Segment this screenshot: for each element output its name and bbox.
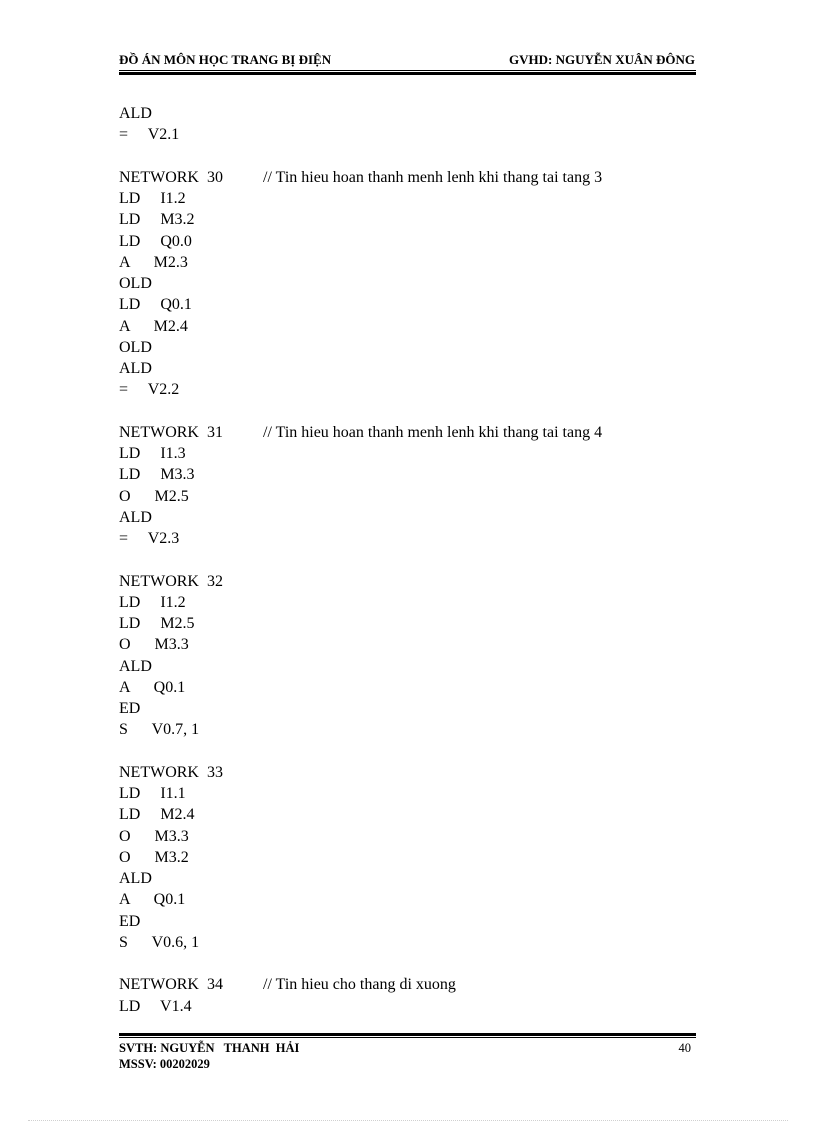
code-line xyxy=(119,634,695,655)
code-instruction: NETWORK 33 xyxy=(119,763,223,781)
code-line xyxy=(119,231,695,252)
code-line xyxy=(119,571,695,592)
code-instruction: ALD xyxy=(119,870,152,887)
code-line xyxy=(119,443,695,464)
code-line xyxy=(119,294,695,315)
code-instruction: O M3.2 xyxy=(119,848,189,866)
code-instruction: OLD xyxy=(119,275,152,292)
code-instruction: NETWORK 30 xyxy=(119,168,223,186)
header-rule-thick xyxy=(119,72,696,75)
code-line xyxy=(119,507,695,528)
code-line xyxy=(119,103,695,124)
code-instruction: ED xyxy=(119,700,141,717)
code-line xyxy=(119,273,695,294)
code-instruction: A Q0.1 xyxy=(119,678,186,696)
code-instruction: = V2.2 xyxy=(119,381,180,399)
code-line xyxy=(119,868,695,889)
code-line xyxy=(119,401,695,422)
code-line xyxy=(119,932,695,953)
code-instruction: NETWORK 31 xyxy=(119,423,223,441)
code-line xyxy=(119,762,695,783)
plc-code-listing xyxy=(119,103,695,1017)
code-instruction: = V2.3 xyxy=(119,530,180,547)
code-instruction: O M2.5 xyxy=(119,487,189,505)
code-line xyxy=(119,316,695,337)
code-comment: // Tin hieu cho thang di xuong xyxy=(263,976,456,994)
code-line xyxy=(119,677,695,698)
code-line xyxy=(119,826,695,847)
code-line xyxy=(119,464,695,485)
code-line xyxy=(119,549,695,570)
code-line xyxy=(119,911,695,932)
code-instruction: A M2.3 xyxy=(119,253,188,271)
code-line xyxy=(119,698,695,719)
code-instruction: LD Q0.1 xyxy=(119,296,192,314)
footer-rule-thick xyxy=(119,1033,696,1036)
code-instruction: NETWORK 34 xyxy=(119,976,223,994)
page-header xyxy=(119,52,695,70)
code-instruction: LD Q0.0 xyxy=(119,232,192,250)
footer-student-name: SVTH: NGUYỄN THANH HẢI xyxy=(119,1041,300,1055)
code-instruction: LD M3.2 xyxy=(119,211,195,229)
code-line xyxy=(119,974,695,995)
code-line xyxy=(119,124,695,145)
code-instruction: ALD xyxy=(119,508,152,526)
code-line xyxy=(119,528,695,549)
code-instruction: = V2.1 xyxy=(119,126,180,144)
code-instruction: ED xyxy=(119,912,141,930)
code-line xyxy=(119,613,695,634)
header-instructor: GVHD: NGUYỄN XUÂN ĐÔNG xyxy=(509,52,695,67)
code-instruction: LD M2.4 xyxy=(119,806,195,824)
code-instruction: OLD xyxy=(119,338,152,356)
code-line xyxy=(119,996,695,1017)
code-line xyxy=(119,889,695,910)
code-instruction: LD V1.4 xyxy=(119,997,192,1015)
code-instruction: A M2.4 xyxy=(119,317,188,335)
code-instruction: S V0.6, 1 xyxy=(119,933,200,951)
code-line xyxy=(119,741,695,762)
code-line xyxy=(119,422,695,443)
code-instruction: ALD xyxy=(119,657,152,675)
code-instruction: LD M2.5 xyxy=(119,615,195,632)
code-comment: // Tin hieu hoan thanh menh lenh khi thang tai tang 3 xyxy=(263,168,603,186)
page-number: 40 xyxy=(678,1041,691,1055)
code-instruction: LD I1.1 xyxy=(119,785,186,802)
code-line xyxy=(119,783,695,804)
code-instruction: LD I1.2 xyxy=(119,593,186,611)
footer-rule-thin xyxy=(119,1037,696,1038)
code-line xyxy=(119,167,695,188)
code-line xyxy=(119,953,695,974)
header-course-title: ĐỒ ÁN MÔN HỌC TRANG BỊ ĐIỆN xyxy=(119,52,332,67)
code-instruction: S V0.7, 1 xyxy=(119,721,200,739)
code-instruction: NETWORK 32 xyxy=(119,572,223,590)
code-instruction: LD I1.2 xyxy=(119,190,186,207)
code-line xyxy=(119,592,695,613)
code-line xyxy=(119,656,695,677)
code-line xyxy=(119,337,695,358)
code-line xyxy=(119,188,695,209)
page-edge-divider xyxy=(28,1120,788,1121)
code-instruction: LD I1.3 xyxy=(119,445,186,462)
code-line xyxy=(119,146,695,167)
code-line xyxy=(119,379,695,400)
code-line xyxy=(119,358,695,379)
code-instruction: ALD xyxy=(119,105,152,122)
code-instruction: O M3.3 xyxy=(119,636,189,654)
code-line xyxy=(119,719,695,740)
code-line xyxy=(119,486,695,507)
code-line xyxy=(119,847,695,868)
footer-student-id: MSSV: 00202029 xyxy=(119,1057,210,1071)
code-line xyxy=(119,209,695,230)
code-line xyxy=(119,252,695,273)
code-comment: // Tin hieu hoan thanh menh lenh khi thang tai tang 4 xyxy=(263,423,603,441)
code-line xyxy=(119,804,695,825)
header-rule-thin xyxy=(119,70,696,71)
code-instruction: ALD xyxy=(119,360,152,377)
code-instruction: LD M3.3 xyxy=(119,466,195,484)
code-instruction: A Q0.1 xyxy=(119,891,186,909)
code-instruction: O M3.3 xyxy=(119,827,189,845)
